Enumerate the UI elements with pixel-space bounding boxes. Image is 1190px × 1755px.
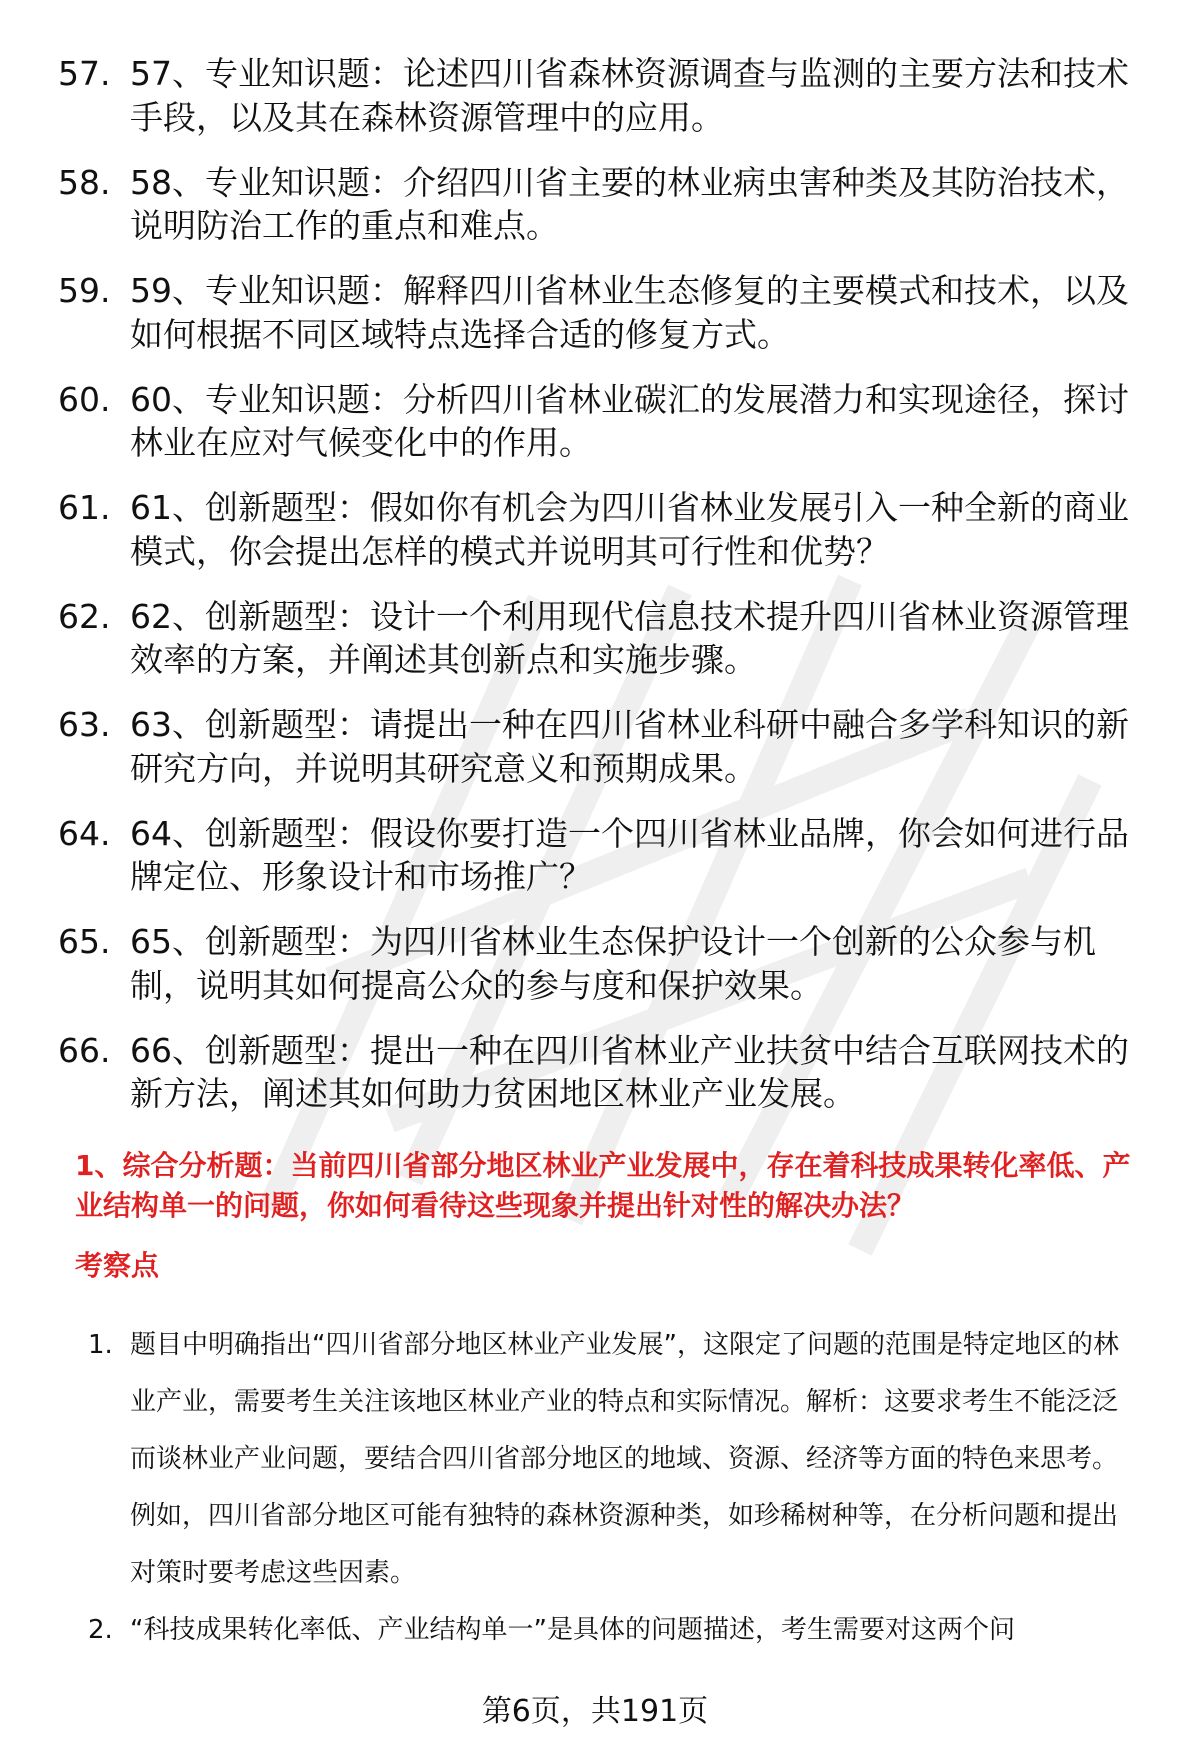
item-text: 62、创新题型：设计一个利用现代信息技术提升四川省林业资源管理效率的方案，并阐述其创新点和实施步骤。 [130, 596, 1129, 679]
analysis-question: 1、综合分析题：当前四川省部分地区林业产业发展中，存在着科技成果转化率低、产业结构单一的问题，你如何看待这些现象并提出针对性的解决办法？ [75, 1149, 1131, 1222]
item-number: 60. [58, 379, 111, 419]
list-item [58, 269, 1148, 356]
list-item [58, 486, 1148, 573]
page-number: 第6页，共191页 [481, 1694, 709, 1729]
item-text: 61、创新题型：假如你有机会为四川省林业发展引入一种全新的商业模式，你会提出怎样的模式并说明其可行性和优势？ [130, 488, 1129, 571]
list-item [58, 52, 1148, 139]
item-text: 60、专业知识题：分析四川省林业碳汇的发展潜力和实现途径，探讨林业在应对气候变化中的作用。 [130, 379, 1129, 462]
item-text: 66、创新题型：提出一种在四川省林业产业扶贫中结合互联网技术的新方法，阐述其如何助力贫困地区林业产业发展。 [130, 1030, 1129, 1113]
list-item [58, 595, 1148, 682]
item-number: 65. [58, 922, 111, 961]
list-item [58, 812, 1148, 899]
list-item [88, 1602, 1148, 1659]
question-list [58, 52, 1148, 1137]
list-item [58, 703, 1148, 790]
item-number: 63. [58, 705, 111, 744]
item-number: 2. [88, 1615, 113, 1645]
item-text: 63、创新题型：请提出一种在四川省林业科研中融合多学科知识的新研究方向，并说明其研究意义和预期成果。 [130, 705, 1129, 788]
item-text: 64、创新题型：假设你要打造一个四川省林业品牌，你会如何进行品牌定位、形象设计和市场推广？ [130, 813, 1129, 896]
item-number: 64. [58, 813, 111, 853]
item-number: 62. [58, 596, 111, 636]
list-item [58, 920, 1148, 1007]
item-number: 57. [58, 54, 111, 93]
item-number: 59. [58, 271, 111, 310]
item-number: 61. [58, 488, 111, 527]
list-item [58, 378, 1148, 465]
item-text: “科技成果转化率低、产业结构单一”是具体的问题描述，考生需要对这两个问 [130, 1615, 1015, 1645]
section-heading: 考察点 [75, 1249, 160, 1282]
item-text: 57、专业知识题：论述四川省森林资源调查与监测的主要方法和技术手段，以及其在森林资源管理中的应用。 [130, 54, 1129, 137]
item-text: 65、创新题型：为四川省林业生态保护设计一个创新的公众参与机制，说明其如何提高公众的参与度和保护效果。 [130, 922, 1096, 1005]
list-item [88, 1317, 1148, 1602]
item-text: 58、专业知识题：介绍四川省主要的林业病虫害种类及其防治技术，说明防治工作的重点和难点。 [130, 162, 1129, 245]
list-item [58, 1029, 1148, 1116]
list-item [58, 161, 1148, 248]
item-number: 66. [58, 1030, 111, 1070]
item-number: 58. [58, 162, 111, 202]
item-text: 题目中明确指出“四川省部分地区林业产业发展”，这限定了问题的范围是特定地区的林业产业，需要考生关注该地区林业产业的特点和实际情况。解析：这要求考生不能泛泛而谈林业产业问题，要结合四川省部分地区的地域、资源、经济等方面的特色来思考。例如，四川省部分地区可能有独特的森林资源种类，如珍稀树种等，在分析问题和提出对策时要考虑这些因素。 [130, 1330, 1119, 1588]
analysis-points [88, 1317, 1148, 1659]
item-number: 1. [88, 1330, 113, 1360]
item-text: 59、专业知识题：解释四川省林业生态修复的主要模式和技术，以及如何根据不同区域特点选择合适的修复方式。 [130, 271, 1129, 354]
